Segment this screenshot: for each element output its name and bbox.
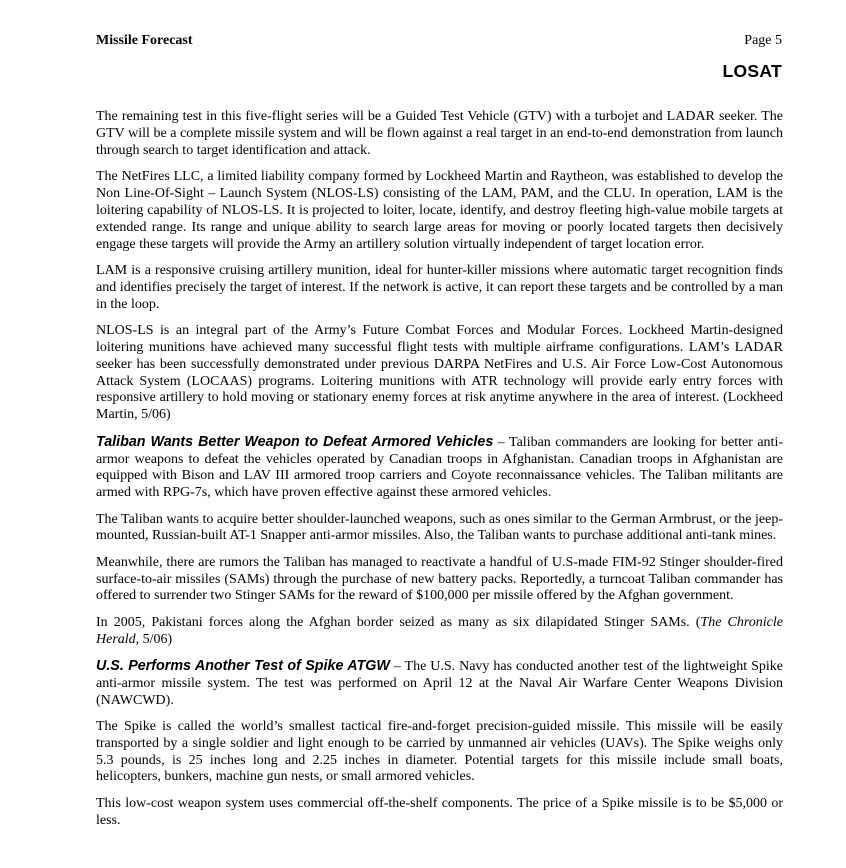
paragraph: Meanwhile, there are rumors the Taliban has managed to reactivate a handful of U.S-made FIM-92 Stinger shoulder-fired surface-to-air missiles (SAMs) through the purchase of new battery packs. Reportedly, a turncoat Taliban commander has offered to surrender two Stinger SAMs for the reward of $100,000 per missile offered by the Afghan government. <box>96 554 783 604</box>
article-lead-paragraph <box>96 434 783 503</box>
article-lead-paragraph <box>96 658 783 710</box>
paragraph: The Spike is called the world’s smallest tactical fire-and-forget precision-guided missile. This missile will be easily transported by a single soldier and light enough to be carried by unmanned air vehicles (UAVs). The Spike weighs only 5.3 pounds, is 25 inches long and 2.25 inches in diameter. Potential targets for this missile include small boats, helicopters, bunkers, machine gun nests, or small armored vehicles. <box>96 718 783 785</box>
citation-source: The Chronicle Herald, <box>96 614 783 647</box>
paragraph: LAM is a responsive cruising artillery munition, ideal for hunter-killer missions where automatic target recognition finds and identifies precisely the target of interest. If the network is active, it can report these targets and be controlled by a man in the loop. <box>96 262 783 312</box>
article-lead-text: – Taliban commanders are looking for better anti-armor weapons to defeat the vehicles operated by Canadian troops in Afghanistan. Canadian troops in Afghanistan are equipped with Bison and LAV III armored troop carriers and Coyote reconnaissance vehicles. The Taliban militants are armed with RPG-7s, which have proven effective against these armored vehicles. <box>96 434 783 501</box>
paragraph: The remaining test in this five-flight series will be a Guided Test Vehicle (GTV) with a turbojet and LADAR seeker. The GTV will be a complete missile system and will be flown against a real target in an end-to-end demonstration from launch through search to target identification and attack. <box>96 109 783 158</box>
citation-date: 5/06) <box>139 631 173 647</box>
article-headline: Taliban Wants Better Weapon to Defeat Armored Vehicles <box>96 433 494 450</box>
article-lead-text: – The U.S. Navy has conducted another test of the lightweight Spike anti-armor missile system. The test was performed on April 12 at the Naval Air Warfare Center Weapons Division (NAWCWD). <box>96 658 783 708</box>
paragraph: The NetFires LLC, a limited liability company formed by Lockheed Martin and Raytheon, was established to develop the Non Line-Of-Sight – Launch System (NLOS-LS) consisting of the LAM, PAM, and the CLU. In operation, LAM is the loitering capability of NLOS-LS. It is projected to loiter, locate, identify, and destroy fleeting high-value mobile targets at extended range. Its range and unique ability to search large areas for moving or poorly located targets then decisively engage these targets will provide the Army an artillery solution virtually independent of target location error. <box>96 169 783 252</box>
running-header-title: Missile Forecast <box>96 33 193 48</box>
paragraph: This low-cost weapon system uses commercial off-the-shelf components. The price of a Spike missile is to be $5,000 or less. <box>96 795 783 828</box>
article-headline: U.S. Performs Another Test of Spike ATGW <box>96 657 390 674</box>
paragraph-with-citation <box>96 615 783 649</box>
page-number: Page 5 <box>744 33 782 48</box>
paragraph: The Taliban wants to acquire better shoulder-launched weapons, such as ones similar to the German Armbrust, or the jeep-mounted, Russian-built AT-1 Snapper anti-armor missiles. Also, the Taliban wants to purchase additional anti-tank mines. <box>96 511 783 544</box>
citation-lead-text: In 2005, Pakistani forces along the Afghan border seized as many as six dilapidated Stinger SAMs. ( <box>96 614 701 630</box>
section-title: LOSAT <box>722 61 782 81</box>
paragraph: NLOS-LS is an integral part of the Army’s Future Combat Forces and Modular Forces. Lockheed Martin-designed loitering munitions have achieved many successful flight tests with multiple airframe configurations. LAM’s LADAR seeker has been successfully demonstrated under previous DARPA NetFires and U.S. Air Force Low-Cost Autonomous Attack System (LOCAAS) programs. Loitering munitions with ATR technology will provide early entry forces with responsive artillery to hold moving or stationary enemy forces at risk anytime anywhere in the area of interest. (Lockheed Martin, 5/06) <box>96 322 783 423</box>
document-body <box>96 109 783 839</box>
